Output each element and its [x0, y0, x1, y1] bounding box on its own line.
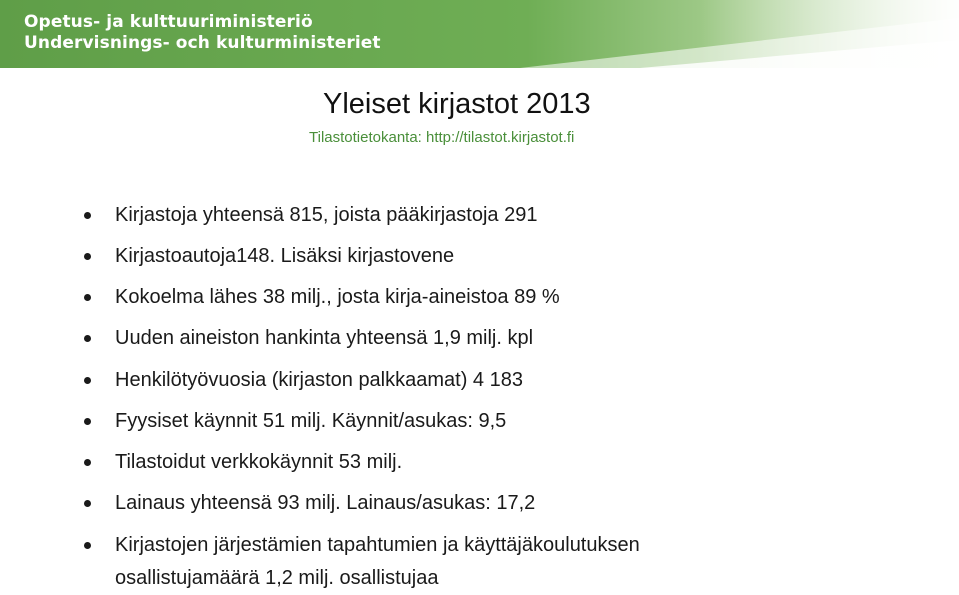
bullet-dot-icon — [84, 459, 91, 466]
bullet-text: Lainaus yhteensä 93 milj. Lainaus/asukas: 17,2 — [115, 492, 536, 514]
bullet-dot-icon — [84, 418, 91, 425]
header-band — [0, 0, 959, 68]
bullet-dot-icon — [84, 294, 91, 301]
bullet-dot-icon — [84, 377, 91, 384]
bullet-text: Kirjastoautoja148. Lisäksi kirjastovene — [115, 245, 455, 267]
bullet-text: Uuden aineiston hankinta yhteensä 1,9 milj. kpl — [115, 327, 534, 349]
bullet-text: Tilastoidut verkkokäynnit 53 milj. — [115, 451, 403, 473]
bullet-text: Kirjastoja yhteensä 815, joista pääkirjastoja 291 — [115, 204, 538, 226]
bullet-text: Henkilötyövuosia (kirjaston palkkaamat) 4 183 — [115, 369, 523, 391]
ministry-name-fi: Opetus- ja kulttuuriministeriö — [24, 12, 313, 32]
bullet-text: Fyysiset käynnit 51 milj. Käynnit/asukas: 9,5 — [115, 410, 507, 432]
bullet-dot-icon — [84, 542, 91, 549]
slide-subtitle: Tilastotietokanta: http://tilastot.kirjastot.fi — [309, 129, 575, 146]
bullet-dot-icon — [84, 253, 91, 260]
bullet-dot-icon — [84, 335, 91, 342]
bullet-dot-icon — [84, 500, 91, 507]
ministry-name — [24, 12, 381, 54]
bullet-dot-icon — [84, 212, 91, 219]
bullet-text-continued: osallistujamäärä 1,2 milj. osallistujaa — [115, 567, 439, 589]
ministry-name-sv: Undervisnings- och kulturministeriet — [24, 33, 381, 53]
slide-title: Yleiset kirjastot 2013 — [323, 88, 591, 120]
bullet-text: Kirjastojen järjestämien tapahtumien ja käyttäjäkoulutuksen — [115, 534, 640, 556]
bullet-text: Kokoelma lähes 38 milj., josta kirja-aineistoa 89 % — [115, 286, 560, 308]
